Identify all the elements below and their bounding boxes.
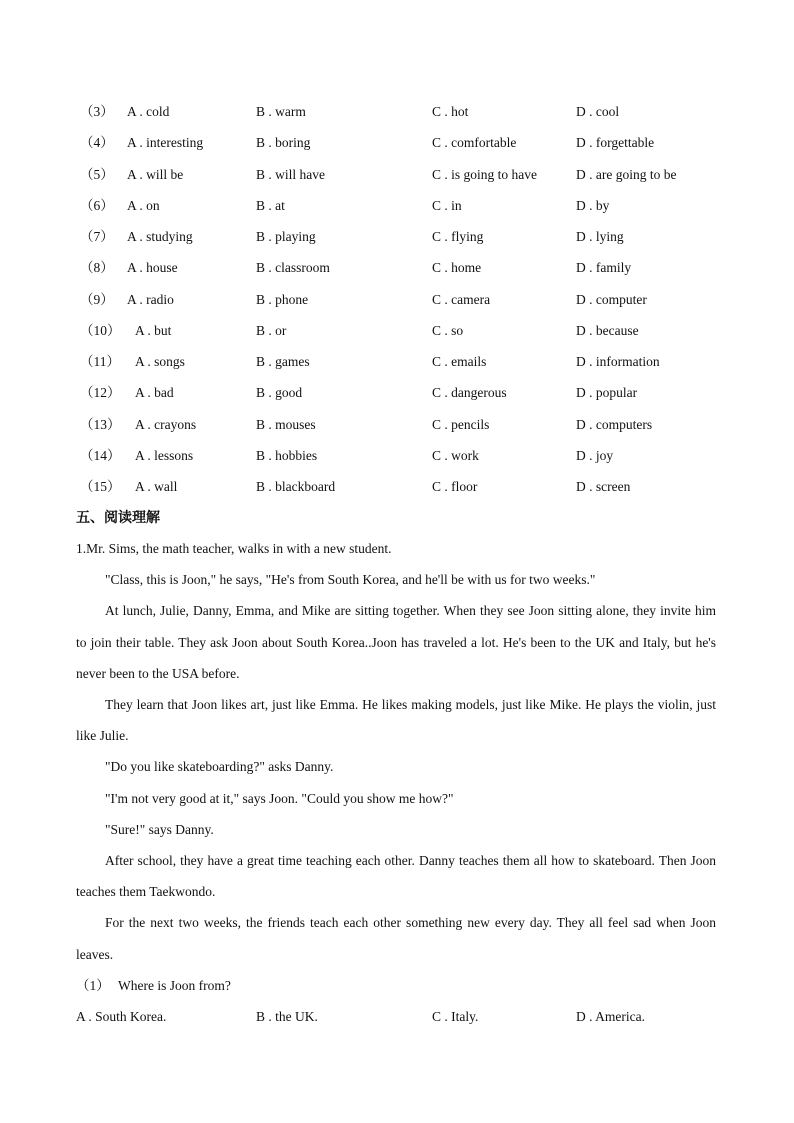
option-row xyxy=(0,321,794,341)
option-d[interactable]: D . forgettable xyxy=(576,135,655,151)
option-a[interactable]: A . bad xyxy=(135,385,174,401)
passage-paragraph: "Sure!" says Danny. xyxy=(105,821,214,837)
option-c[interactable]: C . in xyxy=(432,197,462,213)
option-row xyxy=(0,352,794,372)
question-number: （13） xyxy=(80,416,121,432)
option-a[interactable]: A . crayons xyxy=(135,416,197,432)
option-d[interactable]: D . screen xyxy=(576,479,631,494)
passage-paragraph: "I'm not very good at it," says Joon. "Could you show me how?" xyxy=(105,790,454,806)
option-a[interactable]: A . radio xyxy=(127,291,174,307)
option-a[interactable]: A . lessons xyxy=(135,447,194,463)
option-c[interactable]: C . home xyxy=(432,260,482,276)
option-c[interactable]: C . camera xyxy=(432,291,491,307)
question-number: （4） xyxy=(80,135,114,151)
question-number: （8） xyxy=(80,260,114,276)
option-row xyxy=(0,446,794,466)
option-c[interactable]: C . pencils xyxy=(432,416,490,432)
option-row xyxy=(0,258,794,278)
question-number: （3） xyxy=(80,104,114,119)
option-d[interactable]: D . because xyxy=(576,322,639,338)
passage-paragraph: After school, they have a great time teaching each other. Danny teaches them all how to skateboard. Then Joon teaches them Taekwondo. xyxy=(76,853,716,900)
option-c[interactable]: C . is going to have xyxy=(432,166,537,182)
option-c[interactable]: C . emails xyxy=(432,354,487,369)
option-a[interactable]: A . house xyxy=(127,260,178,276)
option-a[interactable]: A . cold xyxy=(127,104,170,119)
option-a[interactable]: A . interesting xyxy=(127,135,204,151)
passage-paragraph: 1.Mr. Sims, the math teacher, walks in with a new student. xyxy=(76,541,392,556)
passage-paragraph: They learn that Joon likes art, just like Emma. He likes making models, just like Mike. He plays the violin, just like Julie. xyxy=(76,697,716,744)
option-a[interactable]: A . South Korea. xyxy=(76,1009,167,1024)
option-b[interactable]: B . playing xyxy=(256,229,316,244)
question-number: （14） xyxy=(80,447,121,463)
option-b[interactable]: B . warm xyxy=(256,104,306,119)
question-number: （12） xyxy=(80,385,121,401)
option-b[interactable]: B . blackboard xyxy=(256,479,336,494)
question-number: （15） xyxy=(80,479,121,494)
option-b[interactable]: B . games xyxy=(256,354,310,369)
option-row xyxy=(0,102,794,122)
option-row xyxy=(0,165,794,185)
option-d[interactable]: D . are going to be xyxy=(576,166,677,182)
option-d[interactable]: D . lying xyxy=(576,229,624,244)
question-number: （7） xyxy=(80,229,114,244)
option-row xyxy=(0,196,794,216)
option-d[interactable]: D . popular xyxy=(576,385,638,401)
option-a[interactable]: A . will be xyxy=(127,166,184,182)
option-b[interactable]: B . phone xyxy=(256,291,309,307)
option-d[interactable]: D . computer xyxy=(576,291,647,307)
option-c[interactable]: C . work xyxy=(432,447,479,463)
option-a[interactable]: A . but xyxy=(135,322,172,338)
option-d[interactable]: D . America. xyxy=(576,1009,645,1024)
option-d[interactable]: D . cool xyxy=(576,104,620,119)
question-number: （11） xyxy=(80,354,120,369)
option-d[interactable]: D . by xyxy=(576,197,610,213)
option-b[interactable]: B . mouses xyxy=(256,416,316,432)
option-row xyxy=(0,227,794,247)
passage-paragraph: For the next two weeks, the friends teach each other something new every day. They all feel sad when Joon leaves. xyxy=(76,915,716,962)
option-b[interactable]: B . classroom xyxy=(256,260,330,276)
option-row xyxy=(0,383,794,403)
answer-options-row xyxy=(0,1007,794,1027)
passage-paragraph: "Class, this is Joon," he says, "He's from South Korea, and he'll be with us for two weeks." xyxy=(105,572,596,588)
question-number: （10） xyxy=(80,322,121,338)
option-row xyxy=(0,477,794,497)
reading-passage xyxy=(76,533,716,970)
question-text: Where is Joon from? xyxy=(118,978,231,993)
question-number: （1） xyxy=(76,978,110,993)
question-number: （9） xyxy=(80,291,114,307)
question-number: （5） xyxy=(80,166,114,182)
option-c[interactable]: C . floor xyxy=(432,479,478,494)
option-row xyxy=(0,290,794,310)
option-b[interactable]: B . will have xyxy=(256,166,325,182)
question-row xyxy=(0,976,794,996)
option-c[interactable]: C . flying xyxy=(432,229,484,244)
option-a[interactable]: A . wall xyxy=(135,479,178,494)
option-a[interactable]: A . songs xyxy=(135,354,185,369)
option-d[interactable]: D . family xyxy=(576,260,632,276)
option-d[interactable]: D . joy xyxy=(576,447,614,463)
option-d[interactable]: D . computers xyxy=(576,416,653,432)
option-b[interactable]: B . good xyxy=(256,385,303,401)
option-c[interactable]: C . hot xyxy=(432,104,469,119)
option-b[interactable]: B . hobbies xyxy=(256,447,318,463)
passage-paragraph: At lunch, Julie, Danny, Emma, and Mike are sitting together. When they see Joon sitting alone, they invite him to join their table. They ask Joon about South Korea..Joon has traveled a lot. He's been to the UK and Italy, but he's never been to the USA before. xyxy=(76,603,716,681)
option-b[interactable]: B . or xyxy=(256,322,287,338)
option-c[interactable]: C . comfortable xyxy=(432,135,517,151)
option-b[interactable]: B . the UK. xyxy=(256,1009,318,1024)
option-c[interactable]: C . dangerous xyxy=(432,385,507,401)
option-b[interactable]: B . boring xyxy=(256,135,311,151)
option-c[interactable]: C . so xyxy=(432,322,464,338)
passage-paragraph: "Do you like skateboarding?" asks Danny. xyxy=(105,759,334,775)
option-a[interactable]: A . on xyxy=(127,197,160,213)
option-a[interactable]: A . studying xyxy=(127,229,193,244)
option-b[interactable]: B . at xyxy=(256,197,285,213)
option-d[interactable]: D . information xyxy=(576,354,660,369)
section-title: 五、阅读理解 xyxy=(76,510,160,526)
question-number: （6） xyxy=(80,197,114,213)
option-row xyxy=(0,133,794,153)
option-c[interactable]: C . Italy. xyxy=(432,1009,479,1024)
option-row xyxy=(0,415,794,435)
